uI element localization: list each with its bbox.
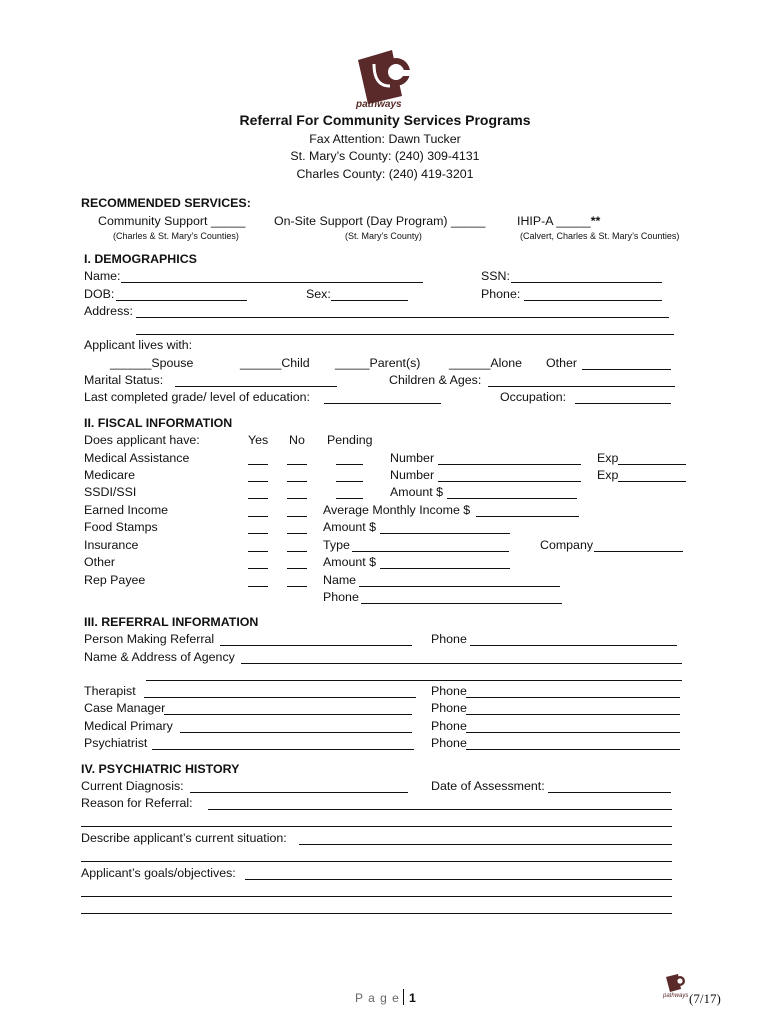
yes-blank[interactable] [248,568,268,569]
fiscal-row-label: Medicare [84,468,135,482]
marital-status-label: Marital Status: [84,373,164,387]
other-amount-field[interactable] [380,568,510,569]
no-blank[interactable] [287,551,307,552]
community-support-option[interactable]: Community Support _____ [98,214,246,228]
case-manager-label: Case Manager [84,701,166,715]
food-stamps-amount-field[interactable] [380,533,510,534]
pathways-footer-logo-icon [664,972,688,994]
insurance-company-label: Company [540,538,594,552]
agency-label: Name & Address of Agency [84,650,235,664]
ihip-label: IHIP-A _____ [517,214,591,228]
lives-with-other-label: Other [546,356,577,370]
yes-column-header: Yes [248,433,269,447]
avg-monthly-income-field[interactable] [476,516,579,517]
referral-phone-field[interactable] [470,645,677,646]
therapist-label: Therapist [84,684,136,698]
psychiatrist-phone-field[interactable] [466,749,680,750]
medical-primary-phone-label: Phone [431,719,467,733]
medical-primary-field[interactable] [180,732,412,733]
marital-status-field[interactable] [175,386,337,387]
therapist-field[interactable] [144,697,416,698]
medical-primary-label: Medical Primary [84,719,173,733]
medical-assistance-exp-label: Exp [597,451,619,465]
dob-field[interactable] [116,300,247,301]
fiscal-row-label: Other [84,555,115,569]
phone-field[interactable] [524,300,662,301]
dob-label: DOB: [84,287,115,301]
demographics-heading: I. DEMOGRAPHICS [84,252,197,266]
medicare-exp-field[interactable] [618,481,686,482]
rep-payee-phone-field[interactable] [361,603,562,604]
phone-label: Phone: [481,287,521,301]
children-ages-field[interactable] [488,386,675,387]
referral-heading: III. REFERRAL INFORMATION [84,615,259,629]
st-marys-phone: St. Mary’s County: (240) 309-4131 [290,149,480,163]
current-situation-field-2[interactable] [81,861,672,862]
lives-with-spouse[interactable]: ______Spouse [110,356,194,370]
no-blank[interactable] [287,481,307,482]
medicare-number-field[interactable] [438,481,581,482]
pending-blank[interactable] [336,481,363,482]
sex-field[interactable] [331,300,408,301]
does-applicant-have-label: Does applicant have: [84,433,200,447]
lives-with-alone[interactable]: ______Alone [449,356,523,370]
fiscal-row-label: Food Stamps [84,520,158,534]
current-situation-field-1[interactable] [299,844,672,845]
rep-payee-name-label: Name [323,573,357,587]
name-field[interactable] [121,282,423,283]
avg-monthly-income-label: Average Monthly Income $ [323,503,471,517]
fiscal-row-label: Rep Payee [84,573,146,587]
pending-blank[interactable] [336,498,363,499]
other-amount-label: Amount $ [323,555,377,569]
yes-blank[interactable] [248,498,268,499]
education-field[interactable] [324,403,441,404]
no-blank[interactable] [287,568,307,569]
psych-heading: IV. PSYCHIATRIC HISTORY [81,762,240,776]
medical-assistance-number-label: Number [390,451,435,465]
fiscal-row-label: SSDI/SSI [84,485,137,499]
rep-payee-phone-label: Phone [323,590,359,604]
yes-blank[interactable] [248,516,268,517]
date-of-assessment-field[interactable] [548,792,671,793]
lives-with-label: Applicant lives with: [84,338,193,352]
onsite-support-option[interactable]: On-Site Support (Day Program) _____ [274,214,486,228]
yes-blank[interactable] [248,481,268,482]
no-column-header: No [289,433,305,447]
yes-blank[interactable] [248,533,268,534]
form-title: Referral For Community Services Programs [239,112,531,128]
person-making-referral-label: Person Making Referral [84,632,215,646]
current-diagnosis-label: Current Diagnosis: [81,779,184,793]
reason-for-referral-field-1[interactable] [208,809,672,810]
reason-for-referral-field-2[interactable] [81,826,672,827]
page-label: P a g e [355,991,400,1005]
onsite-support-note: (St. Mary’s County) [345,231,422,241]
insurance-type-label: Type [323,538,350,552]
address-field-line-2[interactable] [136,334,674,335]
lives-with-child[interactable]: ______Child [240,356,310,370]
goals-field-1[interactable] [245,879,672,880]
ssdi-amount-label: Amount $ [390,485,444,499]
case-manager-phone-label: Phone [431,701,467,715]
lives-with-other-field[interactable] [582,369,671,370]
psychiatrist-field[interactable] [152,749,414,750]
occupation-field[interactable] [575,403,671,404]
sex-label: Sex: [306,287,331,301]
pending-blank[interactable] [336,464,363,465]
community-support-note: (Charles & St. Mary’s Counties) [113,231,239,241]
recommended-heading: RECOMMENDED SERVICES: [81,196,251,210]
psychiatrist-phone-label: Phone [431,736,467,750]
pending-column-header: Pending [327,433,373,447]
ihip-option[interactable] [517,213,600,230]
children-ages-label: Children & Ages: [389,373,482,387]
lives-with-parents[interactable]: _____Parent(s) [335,356,421,370]
charles-phone: Charles County: (240) 419-3201 [296,167,474,181]
ihip-note: (Calvert, Charles & St. Mary’s Counties) [520,231,680,241]
goals-field-2[interactable] [81,896,672,897]
page-number: 1 [409,991,416,1005]
fiscal-row-label: Medical Assistance [84,451,190,465]
agency-field-line-2[interactable] [146,680,682,681]
medicare-exp-label: Exp [597,468,619,482]
case-manager-field[interactable] [164,714,412,715]
ssdi-amount-field[interactable] [447,498,577,499]
fiscal-row-label: Earned Income [84,503,169,517]
rep-payee-name-field[interactable] [359,586,560,587]
no-blank[interactable] [287,586,307,587]
no-blank[interactable] [287,533,307,534]
date-of-assessment-label: Date of Assessment: [431,779,545,793]
form-version: (7/17) [689,991,721,1006]
ihip-stars: ** [590,214,601,228]
no-blank[interactable] [287,516,307,517]
goals-label: Applicant’s goals/objectives: [81,866,236,880]
no-blank[interactable] [287,498,307,499]
medical-primary-phone-field[interactable] [466,732,680,733]
education-label: Last completed grade/ level of education: [84,390,310,404]
psychiatrist-label: Psychiatrist [84,736,148,750]
current-situation-label: Describe applicant’s current situation: [81,831,287,845]
food-stamps-amount-label: Amount $ [323,520,377,534]
medicare-number-label: Number [390,468,435,482]
occupation-label: Occupation: [500,390,567,404]
therapist-phone-label: Phone [431,684,467,698]
address-label: Address: [84,304,133,318]
fiscal-row-label: Insurance [84,538,139,552]
insurance-company-field[interactable] [594,551,683,552]
medical-assistance-number-field[interactable] [438,464,581,465]
therapist-phone-field[interactable] [466,697,680,698]
address-field-line-1[interactable] [136,317,669,318]
case-manager-phone-field[interactable] [466,714,680,715]
yes-blank[interactable] [248,464,268,465]
current-diagnosis-field[interactable] [190,792,408,793]
person-making-referral-field[interactable] [220,645,412,646]
no-blank[interactable] [287,464,307,465]
goals-field-3[interactable] [81,913,672,914]
footer-brand: pathways [663,993,689,999]
fax-attention: Fax Attention: Dawn Tucker [309,132,461,146]
agency-field-line-1[interactable] [241,663,682,664]
medical-assistance-exp-field[interactable] [618,464,686,465]
fiscal-heading: II. FISCAL INFORMATION [84,416,233,430]
page-divider [403,989,404,1005]
insurance-type-field[interactable] [352,551,509,552]
brand-name: pathways [356,99,402,110]
ssn-field[interactable] [511,282,662,283]
yes-blank[interactable] [248,586,268,587]
yes-blank[interactable] [248,551,268,552]
name-label: Name: [84,269,121,283]
referral-phone-label: Phone [431,632,467,646]
reason-for-referral-label: Reason for Referral: [81,796,193,810]
ssn-label: SSN: [481,269,510,283]
